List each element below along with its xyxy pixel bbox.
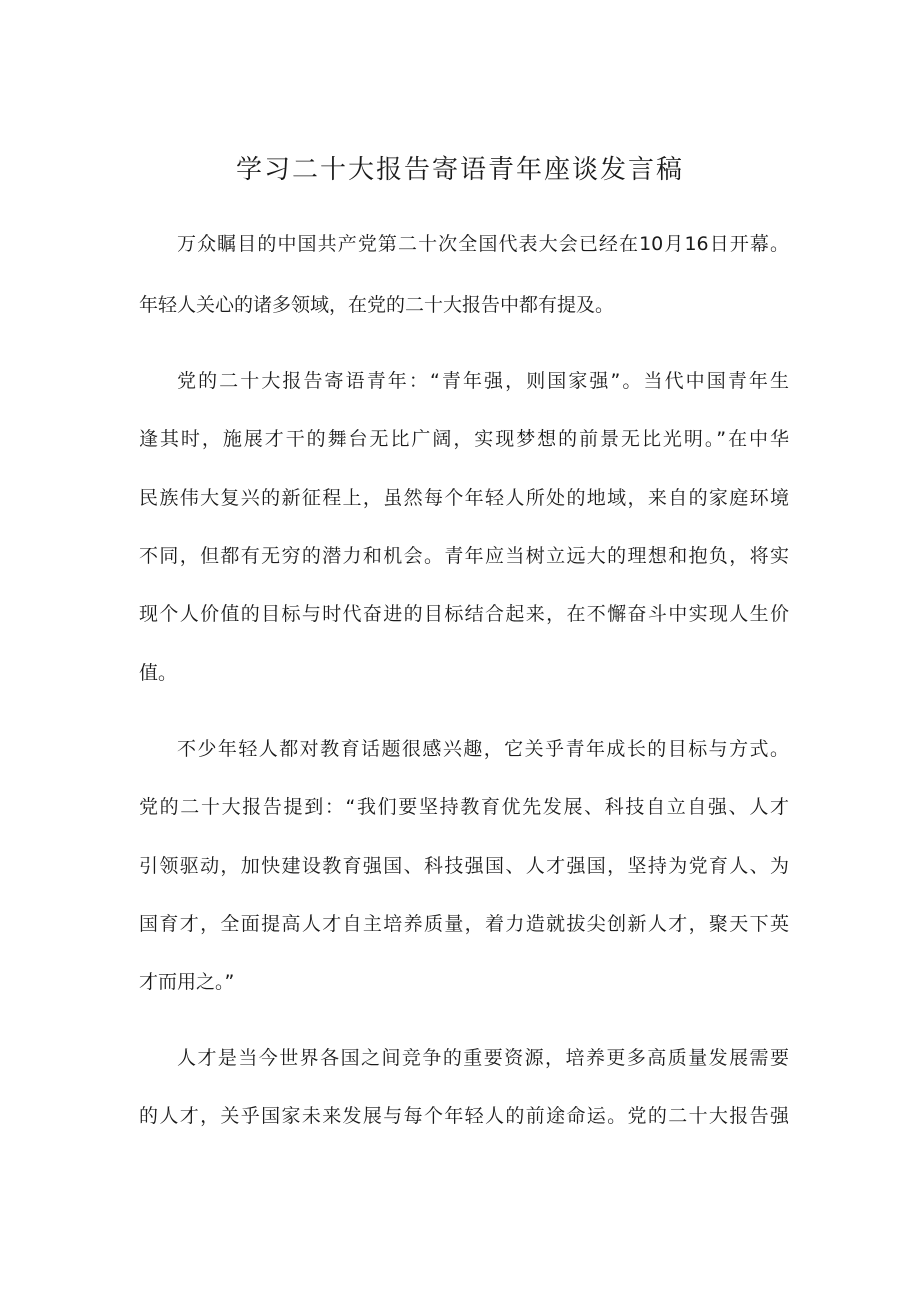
paragraph-line: 值。 [139,662,178,684]
paragraph-line: 逢其时，施展才干的舞台无比广阔，实现梦想的前景无比光明。”在中华 [139,428,789,450]
paragraph-line: 才而用之。” [139,971,235,993]
paragraph-line: 人才是当今世界各国之间竞争的重要资源，培养更多高质量发展需要 [177,1047,789,1069]
paragraph-line: 的人才，关乎国家未来发展与每个年轻人的前途命运。党的二十大报告强 [139,1105,789,1127]
paragraph-line: 引领驱动，加快建设教育强国、科技强国、人才强国，坚持为党育人、为 [139,855,789,877]
paragraph-line: 民族伟大复兴的新征程上，虽然每个年轻人所处的地域，来自的家庭环境 [139,487,789,509]
paragraph-line: 国育才，全面提高人才自主培养质量，着力造就拔尖创新人才，聚天下英 [139,913,789,935]
paragraph-line: 年轻人关心的诸多领域，在党的二十大报告中都有提及。 [139,294,615,316]
paragraph-line: 党的二十大报告寄语青年：“青年强，则国家强”。当代中国青年生 [177,370,789,392]
document-title: 学习二十大报告寄语青年座谈发言稿 [235,155,684,185]
paragraph-line: 党的二十大报告提到：“我们要坚持教育优先发展、科技自立自强、人才 [139,796,789,818]
paragraph-line: 万众瞩目的中国共产党第二十次全国代表大会已经在10月16日开幕。 [177,233,789,255]
paragraph-line: 不少年轻人都对教育话题很感兴趣，它关乎青年成长的目标与方式。 [177,738,789,760]
paragraph-line: 现个人价值的目标与时代奋进的目标结合起来，在不懈奋斗中实现人生价 [139,603,789,625]
paragraph-line: 不同，但都有无穷的潜力和机会。青年应当树立远大的理想和抱负，将实 [139,545,789,567]
